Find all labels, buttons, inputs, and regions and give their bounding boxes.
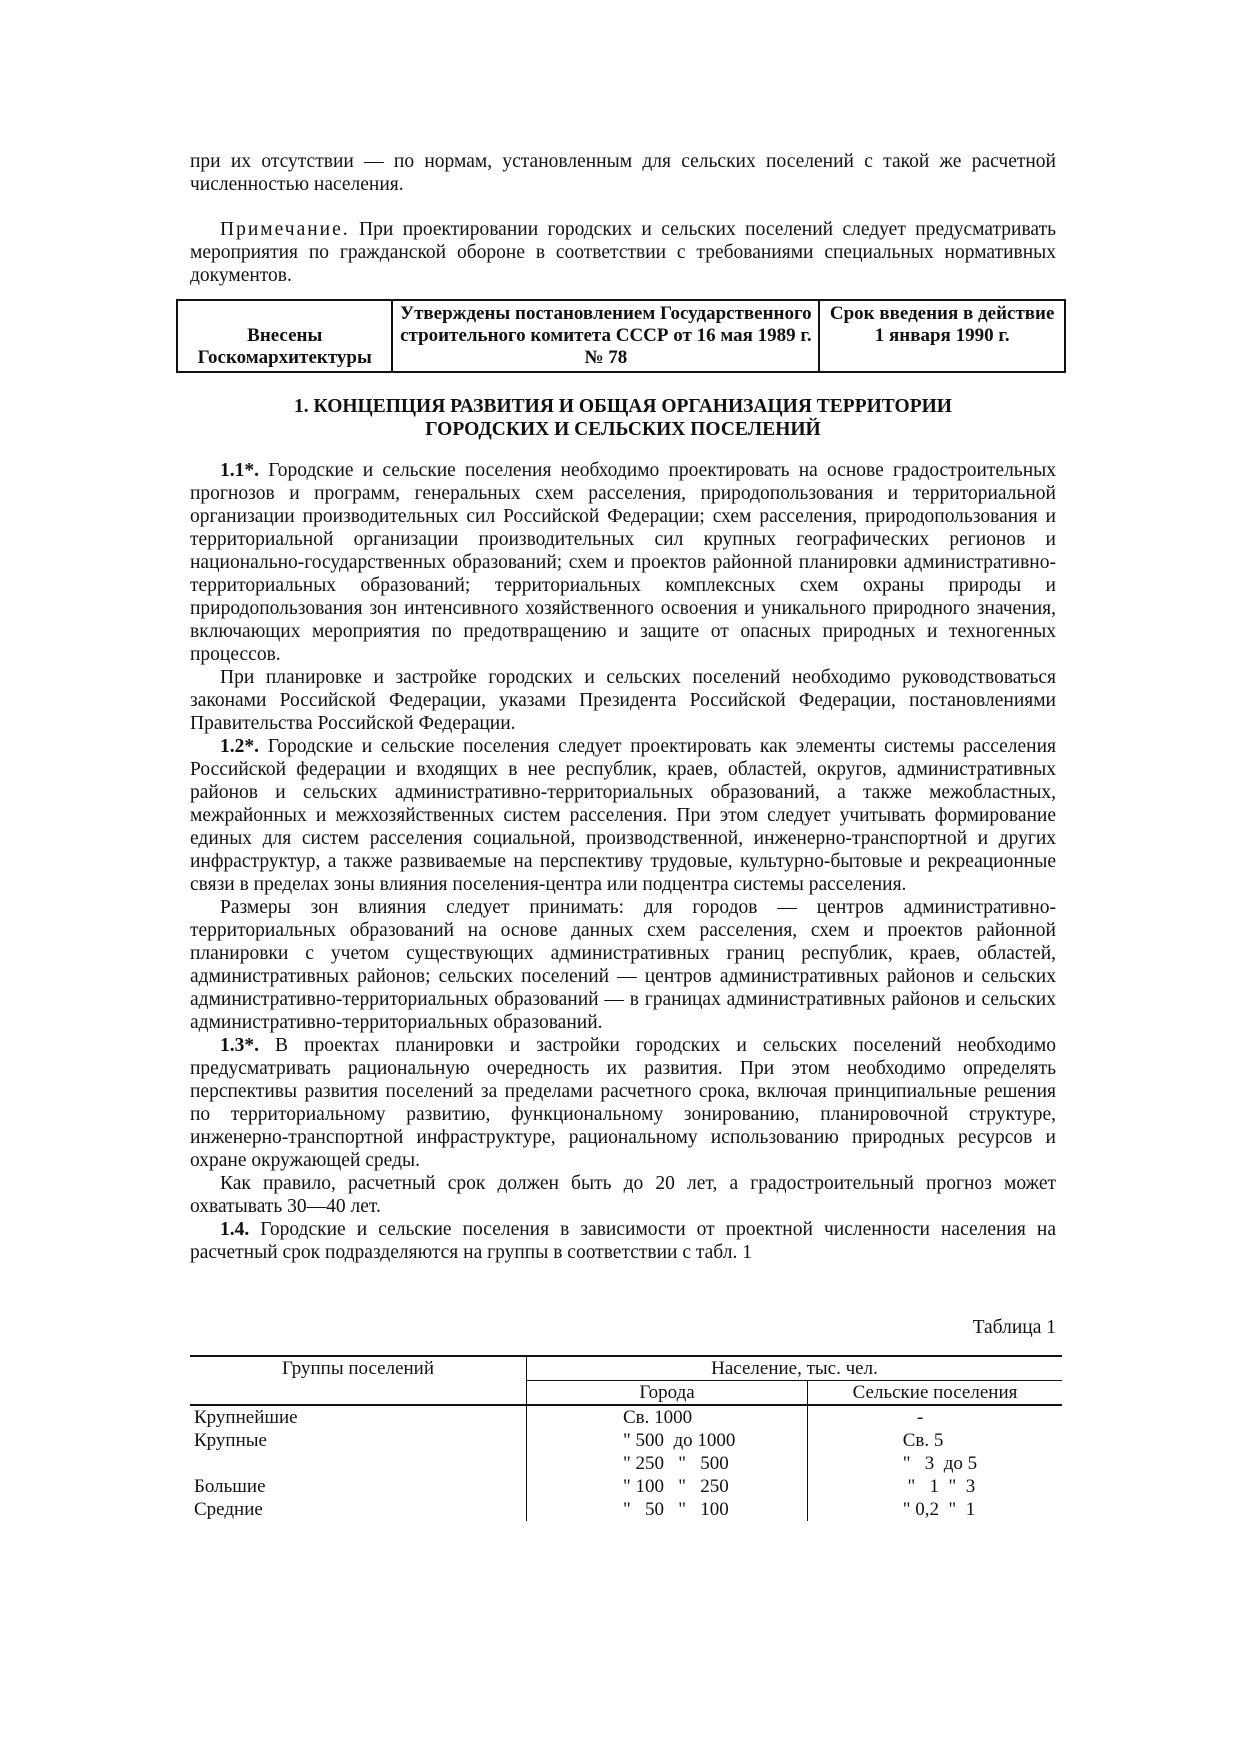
city-population: " 100 " 250 <box>527 1475 808 1498</box>
clause-1-2 <box>190 735 1056 896</box>
header-groups: Группы поселений <box>190 1356 527 1381</box>
clause-number: 1.1*. <box>220 460 259 481</box>
approval-approved: Утверждены постановлением Государственного строительного комитета СССР от 16 мая 1989 г. № 78 <box>392 300 819 372</box>
section-title <box>190 395 1056 441</box>
city-population: Св. 1000 <box>527 1405 808 1429</box>
header-population: Население, тыс. чел. <box>527 1356 1063 1381</box>
table-row <box>190 1475 1062 1498</box>
rural-population: " 0,2 " 1 <box>898 1499 976 1520</box>
settlement-groups-table <box>190 1355 1062 1521</box>
city-population: " 50 " 100 <box>527 1498 808 1521</box>
table-row <box>190 1429 1062 1452</box>
table-row <box>190 1405 1062 1429</box>
table-row <box>190 1452 1062 1475</box>
approval-effective-date: 1 января 1990 г. <box>874 325 1010 346</box>
city-population: " 500 до 1000 <box>527 1429 808 1452</box>
group-name: Крупнейшие <box>190 1405 527 1429</box>
paragraph-planning-period: Как правило, расчетный срок должен быть до 20 лет, а градостроительный прогноз может охватывать 30—40 лет. <box>190 1173 1056 1217</box>
group-name: Средние <box>190 1498 527 1521</box>
clause-text: Городские и сельские поселения следует проектировать как элементы системы расселения Российской федерации и входящих в нее республик, краев, областей, округов, административных районов и сельских административно-территориальных образований, а также межобластных, межрайонных и межхозяйственных систем расселения. При этом следует учитывать формирование единых для систем расселения социальной, производственной, инженерно-транспортной и других инфраструктур, а также развиваемые на перспективу трудовые, культурно-бытовые и рекреационные связи в пределах зоны влияния поселения-центра или подцентра системы расселения. <box>190 736 1056 895</box>
group-name: Большие <box>190 1475 527 1498</box>
section-title-line2: ГОРОДСКИХ И СЕЛЬСКИХ ПОСЕЛЕНИЙ <box>425 419 821 440</box>
intro-paragraph: при их отсутствии — по нормам, установленным для сельских поселений с такой же расчетной численностью населения. <box>190 151 1056 195</box>
group-name <box>190 1452 527 1475</box>
approval-table <box>176 299 1066 373</box>
clause-text: В проектах планировки и застройки городских и сельских поселений необходимо предусматривать рациональную очередность их развития. При этом необходимо определять перспективы развития поселений за пределами расчетного срока, включая принципиальные решения по территориальному развитию, функциональному зонированию, планировочной структуре, инженерно-транспортной инфраструктуре, рациональному использованию природных ресурсов и охране окружающей среды. <box>190 1035 1056 1171</box>
note-text: При проектировании городских и сельских поселений следует предусматривать мероприятия по гражданской обороне в соответствии с требованиями специальных нормативных документов. <box>190 219 1056 286</box>
document-page <box>190 150 1056 1521</box>
city-population: " 250 " 500 <box>527 1452 808 1475</box>
clause-1-3 <box>190 1034 1056 1172</box>
clause-text: Городские и сельские поселения в зависимости от проектной численности населения на расчетный срок подразделяются на группы в соответствии с табл. 1 <box>190 1219 1056 1263</box>
rural-population: Св. 5 <box>898 1430 944 1451</box>
rural-population: - <box>898 1407 924 1428</box>
clause-number: 1.3*. <box>220 1035 259 1056</box>
header-groups-spacer <box>190 1381 527 1406</box>
table-row <box>190 1498 1062 1521</box>
note-paragraph <box>190 218 1056 287</box>
clause-1-4 <box>190 1218 1056 1264</box>
approval-effective <box>819 300 1065 372</box>
note-label: Примечание. <box>220 219 350 240</box>
paragraph-legislation: При планировке и застройке городских и сельских поселений необходимо руководствоваться законами Российской Федерации, указами Президента Российской Федерации, постановлениями Правительства Российской Федерации. <box>190 667 1056 734</box>
section-title-line1: 1. КОНЦЕПЦИЯ РАЗВИТИЯ И ОБЩАЯ ОРГАНИЗАЦИЯ ТЕРРИТОРИИ <box>294 396 952 417</box>
clause-text: Городские и сельские поселения необходимо проектировать на основе градостроительных прогнозов и программ, генеральных схем расселения, природопользования и территориальной организации производительных сил Российской Федерации; схем расселения, природопользования и территориальной организации производительных сил крупных географических регионов и национально-государственных образований; схем и проектов районной планировки административно-территориальных образований; территориальных комплексных схем охраны природы и природопользования зон интенсивного хозяйственного освоения и уникального природного значения, включающих мероприятия по предотвращению и защите от опасных природных и техногенных процессов. <box>190 460 1056 665</box>
header-rural: Сельские поселения <box>808 1381 1063 1406</box>
clause-number: 1.2*. <box>220 736 259 757</box>
clause-1-1 <box>190 459 1056 666</box>
clause-number: 1.4. <box>220 1219 250 1240</box>
header-cities: Города <box>527 1381 808 1406</box>
group-name: Крупные <box>190 1429 527 1452</box>
approval-submitted: Внесены Госкомархитектуры <box>177 300 392 372</box>
rural-population: " 1 " 3 <box>898 1476 976 1497</box>
table-caption: Таблица 1 <box>972 1317 1056 1338</box>
paragraph-influence-zones: Размеры зон влияния следует принимать: для городов — центров административно-территориальных образований на основе данных схем расселения, схем и проектов районной планировки с учетом существующих административных границ республик, краев, областей, административных районов; сельских поселений — центров административных районов и сельских административно-территориальных образований — в границах административных районов и сельских административно-территориальных образований. <box>190 897 1056 1033</box>
approval-effective-label: Срок введения в действие <box>829 303 1055 324</box>
rural-population: " 3 до 5 <box>898 1453 978 1474</box>
